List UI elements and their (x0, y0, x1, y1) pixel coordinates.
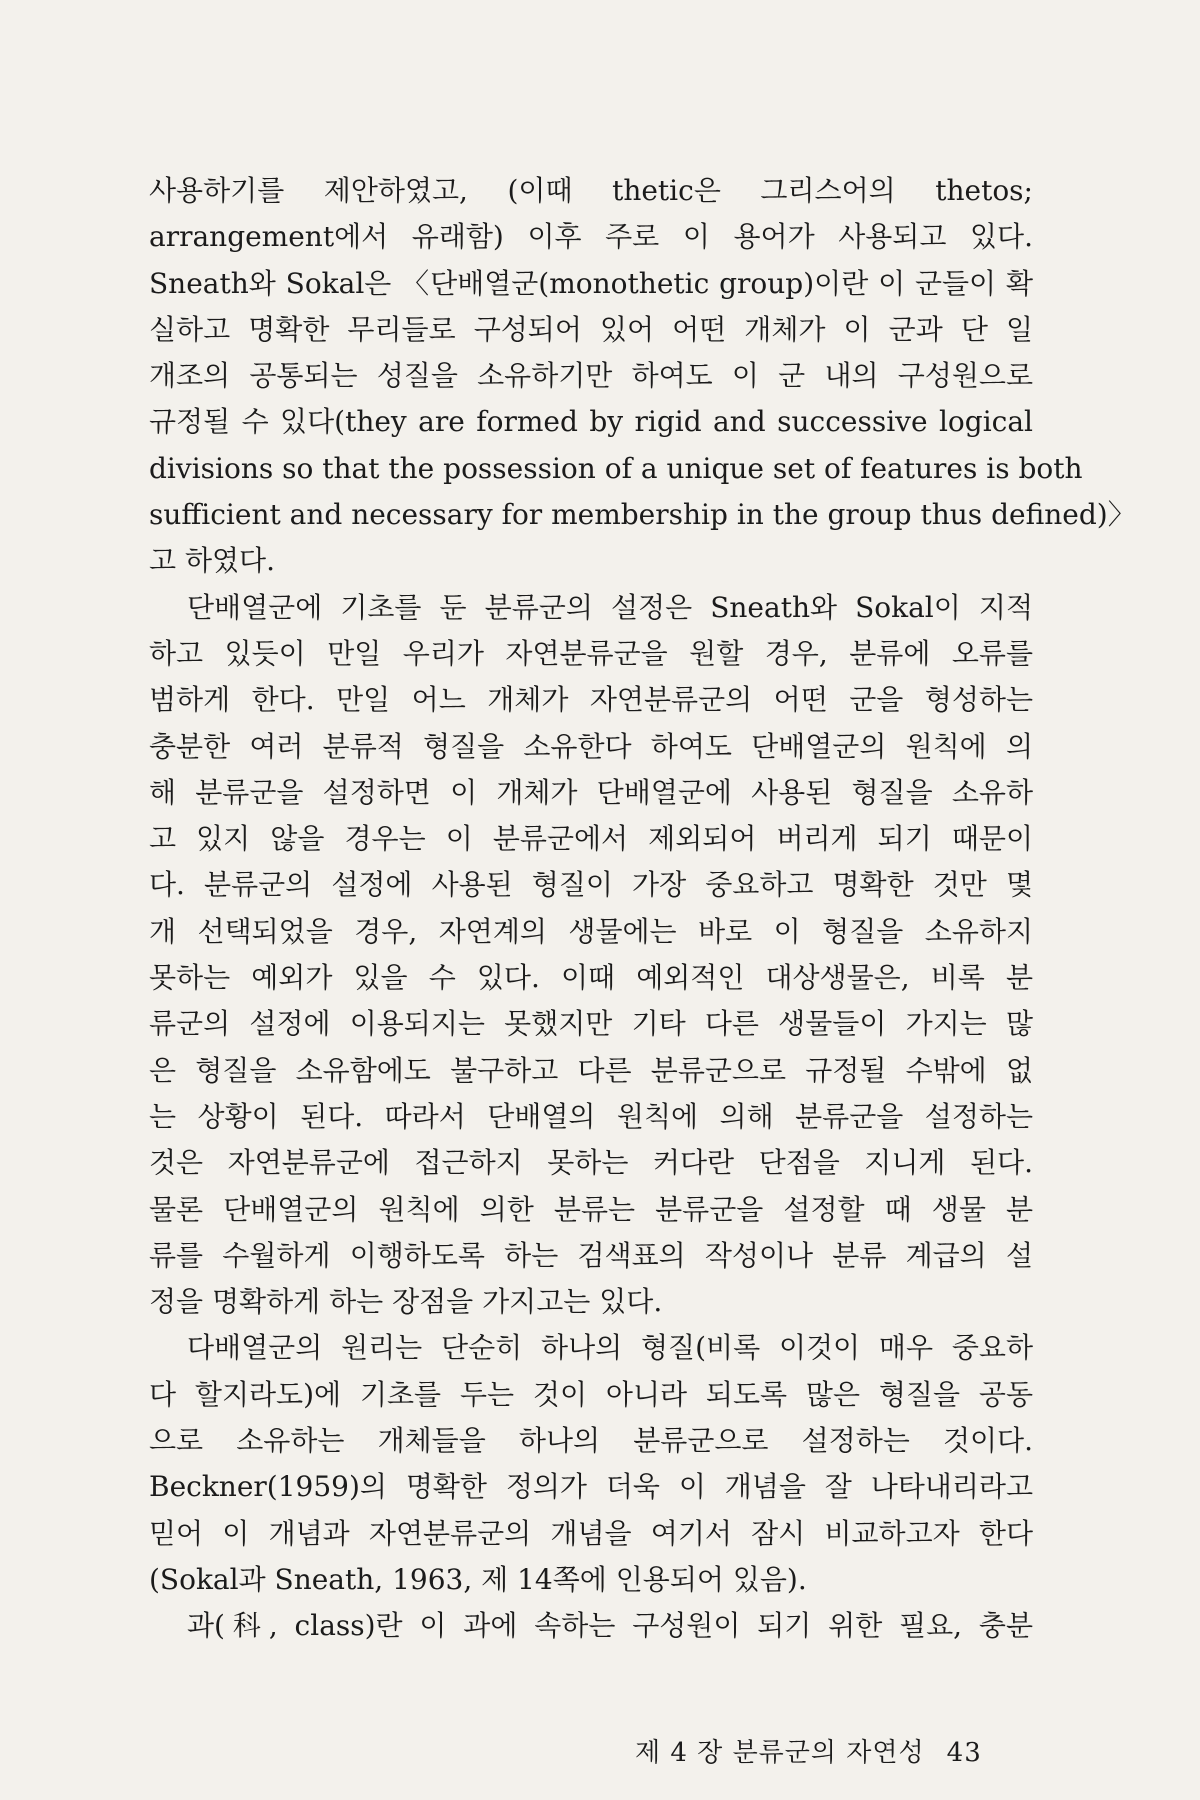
text-line: 다 할지라도)에 기초를 두는 것이 아니라 되도록 많은 형질을 공동 (149, 1377, 1033, 1411)
text-line: 것은 자연분류군에 접근하지 못하는 커다란 단점을 지니게 된다. (149, 1146, 1033, 1180)
text-line: 다배열군의 원리는 단순히 하나의 형질(비록 이것이 매우 중요하 (187, 1331, 1033, 1365)
text-line: 실하고 명확한 무리들로 구성되어 있어 어떤 개체가 이 군과 단 일 (149, 312, 1033, 346)
text-line: 규정될 수 있다(they are formed by rigid and successive logical (149, 405, 1033, 439)
text-line: 류군의 설정에 이용되지는 못했지만 기타 다른 생물들이 가지는 많 (149, 1007, 1033, 1041)
text-line: divisions so that the possession of a unique set of features is both (149, 451, 1083, 485)
text-line: 으로 소유하는 개체들을 하나의 분류군으로 설정하는 것이다. (149, 1424, 1033, 1458)
text-line: 충분한 여러 분류적 형질을 소유한다 하여도 단배열군의 원칙에 의 (149, 729, 1033, 763)
text-line: 류를 수월하게 이행하도록 하는 검색표의 작성이나 분류 계급의 설 (149, 1238, 1033, 1272)
page-number: 43 (946, 1738, 982, 1768)
text-line: Beckner(1959)의 명확한 정의가 더욱 이 개념을 잘 나타내리라고 (149, 1470, 1033, 1504)
text-line: 사용하기를 제안하였고, (이때 thetic은 그리스어의 thetos; (149, 174, 1033, 207)
text-line: 물론 단배열군의 원칙에 의한 분류는 분류군을 설정할 때 생물 분 (149, 1192, 1033, 1226)
text-line: 하고 있듯이 만일 우리가 자연분류군을 원할 경우, 분류에 오류를 (149, 636, 1033, 670)
text-line: 는 상황이 된다. 따라서 단배열의 원칙에 의해 분류군을 설정하는 (149, 1099, 1033, 1133)
text-line: 범하게 한다. 만일 어느 개체가 자연분류군의 어떤 군을 형성하는 (149, 683, 1033, 717)
text-line: Sneath와 Sokal은 〈단배열군(monothetic group)이란 이 군들이 확 (149, 266, 1033, 300)
text-line: 개 선택되었을 경우, 자연계의 생물에는 바로 이 형질을 소유하지 (149, 914, 1033, 948)
text-line: 고 있지 않을 경우는 이 분류군에서 제외되어 버리게 되기 때문이 (149, 822, 1033, 856)
text-line: 정을 명확하게 하는 장점을 가지고는 있다. (149, 1285, 663, 1319)
text-line: 과(科, class)란 이 과에 속하는 구성원이 되기 위한 필요, 충분 (187, 1609, 1033, 1643)
text-line: 단배열군에 기초를 둔 분류군의 설정은 Sneath와 Sokal이 지적 (187, 590, 1033, 624)
text-line: 고 하였다. (149, 544, 275, 578)
running-title: 제 4 장 분류군의 자연성 (635, 1738, 925, 1768)
body-text (149, 168, 1136, 1650)
text-line: arrangement에서 유래함) 이후 주로 이 용어가 사용되고 있다. (149, 220, 1033, 254)
text-line: 개조의 공통되는 성질을 소유하기만 하여도 이 군 내의 구성원으로 (149, 359, 1033, 393)
text-line: 다. 분류군의 설정에 사용된 형질이 가장 중요하고 명확한 것만 몇 (149, 868, 1033, 902)
text-line: 해 분류군을 설정하면 이 개체가 단배열군에 사용된 형질을 소유하 (149, 775, 1033, 809)
page-footer (635, 1732, 995, 1769)
text-line: sufficient and necessary for membership in the group thus defined)〉 (149, 498, 1136, 532)
text-line: 못하는 예외가 있을 수 있다. 이때 예외적인 대상생물은, 비록 분 (149, 961, 1033, 995)
text-line: 믿어 이 개념과 자연분류군의 개념을 여기서 잠시 비교하고자 한다 (149, 1516, 1033, 1550)
text-line: 은 형질을 소유함에도 불구하고 다른 분류군으로 규정될 수밖에 없 (149, 1053, 1033, 1087)
text-line: (Sokal과 Sneath, 1963, 제 14쪽에 인용되어 있음). (149, 1562, 807, 1596)
